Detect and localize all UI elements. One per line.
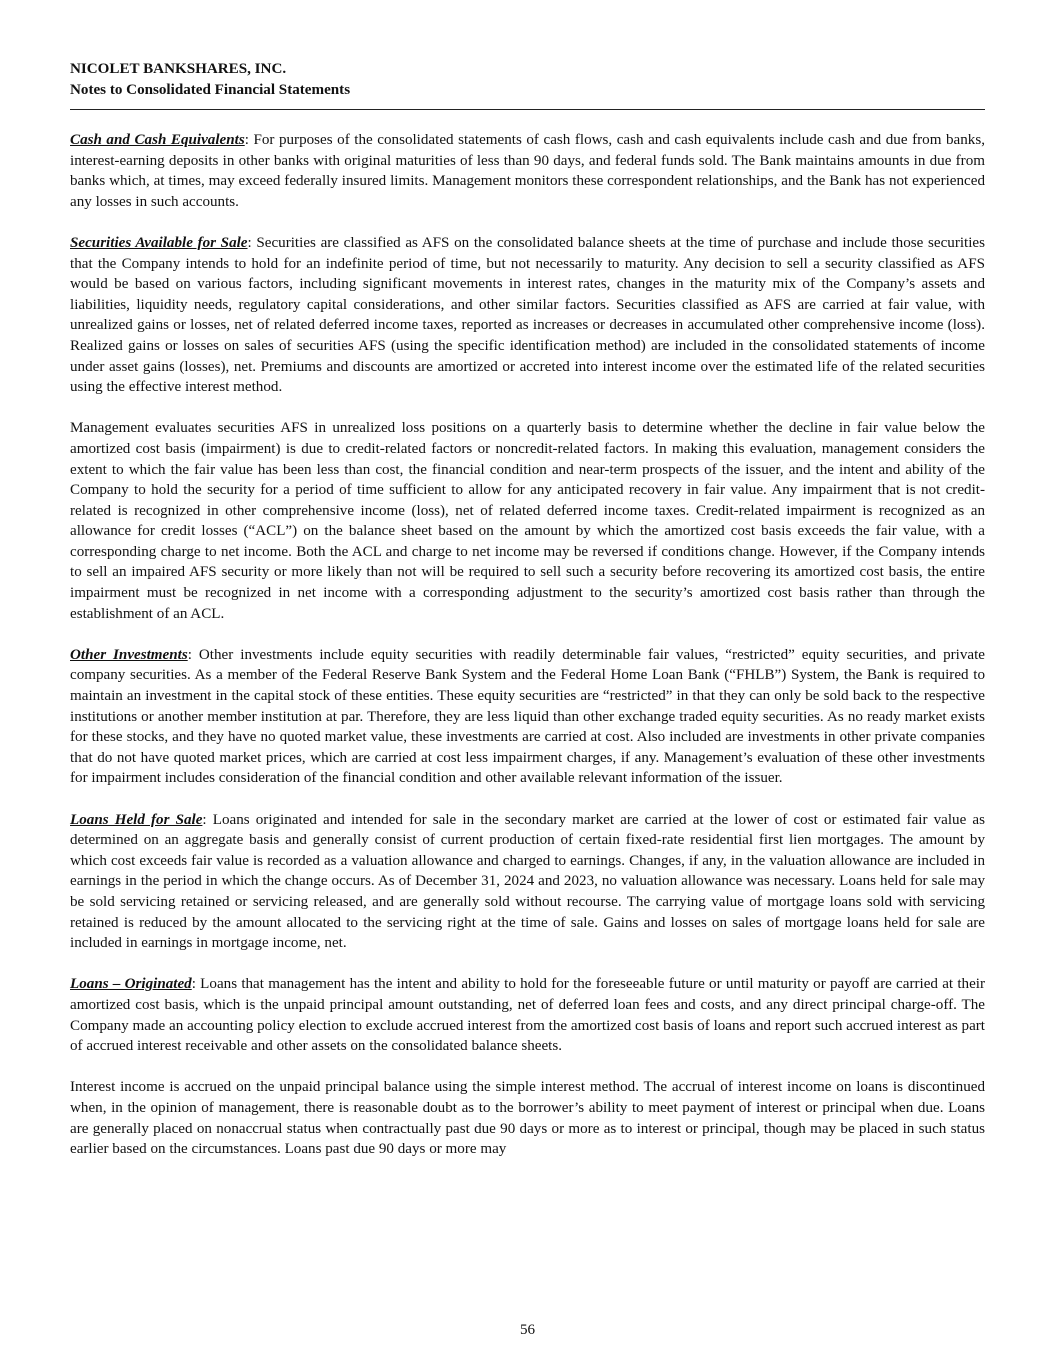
section-body-other-investments: : Other investments include equity securities with readily determinable fair values, “restricted” equity securities, and private company securities. As a member of the Federal Reserve Bank System and the Federal Home Loan Bank (“FHLB”) System, the Bank is required to maintain an investment in the capital stock of these entities. These equity securities are “restricted” in that they can only be sold back to the respective institutions or another member institution at par. Therefore, they are less liquid than other exchange traded equity securities. As no ready market exists for these stocks, and they have no quoted market value, these investments are carried at cost. Also included are investments in other private companies that do not have quoted market prices, which are carried at cost less impairment charges, if any. Management’s evaluation of these other investments for impairment includes consideration of the financial condition and other available relevant information of the issuer. (70, 646, 985, 787)
section-body-afs: : Securities are classified as AFS on the consolidated balance sheets at the time of purchase and include those securities that the Company intends to hold for an indefinite period of time, but not necessarily to maturity. Any decision to sell a security classified as AFS would be based on various factors, including significant movements in interest rates, changes in the maturity mix of the Company’s assets and liabilities, liquidity needs, regulatory capital considerations, and other similar factors. Securities classified as AFS are carried at fair value, with unrealized gains or losses, net of related deferred income taxes, reported as increases or decreases in accumulated other comprehensive income (loss). Realized gains or losses on sales of securities AFS (using the specific identification method) are included in the consolidated statements of income under asset gains (losses), net. Premiums and discounts are amortized or accreted into interest income over the estimated life of the related securities using the effective interest method. (70, 234, 985, 396)
header-divider (70, 109, 985, 110)
paragraph-cash-equivalents (70, 130, 985, 212)
paragraph-afs-impairment: Management evaluates securities AFS in unrealized loss positions on a quarterly basis to determine whether the decline in fair value below the amortized cost basis (impairment) is due to credit-related factors or noncredit-related factors. In making this evaluation, management considers the extent to which the fair value has been less than cost, the financial condition and near-term prospects of the issuer, and the intent and ability of the Company to hold the security for a period of time sufficient to allow for any anticipated recovery in fair value. Any impairment that is not credit-related is recognized in other comprehensive income (loss), net of related deferred income taxes. Credit-related impairment is recognized as an allowance for credit losses (“ACL”) on the balance sheet based on the amount by which the amortized cost basis exceeds the fair value, with a corresponding charge to net income. Both the ACL and charge to net income may be reversed if conditions change. However, if the Company intends to sell an impaired AFS security or more likely than not will be required to sell such a security before recovering its amortized cost basis, the entire impairment must be recognized in net income with a corresponding adjustment to the security’s amortized cost basis rather than through the establishment of an ACL. (70, 420, 985, 622)
section-title-loans-hfs: Loans Held for Sale (70, 811, 203, 828)
paragraph-securities-afs (70, 233, 985, 398)
document-subtitle: Notes to Consolidated Financial Statements (70, 81, 351, 98)
paragraph-interest-income: Interest income is accrued on the unpaid principal balance using the simple interest method. The accrual of interest income on loans is discontinued when, in the opinion of management, there is reasonable doubt as to the borrower’s ability to meet payment of interest or principal when due. Loans are generally placed on nonaccrual status when contractually past due 90 days or more as to interest or principal, though may be placed in such status earlier based on the circumstances. Loans past due 90 days or more may (70, 1079, 985, 1158)
section-title-afs: Securities Available for Sale (70, 234, 248, 251)
section-body-cash: : For purposes of the consolidated statements of cash flows, cash and cash equivalents include cash and due from banks, interest-earning deposits in other banks with original maturities of less than 90 days, and federal funds sold. The Bank maintains amounts in due from banks which, at times, may exceed federally insured limits. Management monitors these correspondent relationships, and the Bank has not experienced any losses in such accounts. (70, 132, 985, 210)
paragraph-loans-held-for-sale (70, 810, 985, 954)
company-name: NICOLET BANKSHARES, INC. (70, 61, 287, 77)
section-body-loans-originated: : Loans that management has the intent and ability to hold for the foreseeable future or until maturity or payoff are carried at their amortized cost basis, which is the unpaid principal amount outstanding, net of deferred loan fees and costs, and any direct principal charge-off. The Company made an accounting policy election to exclude accrued interest from the amortized cost basis of loans and report such accrued interest as part of accrued interest receivable and other assets on the consolidated balance sheets. (70, 976, 985, 1055)
section-title-other-investments: Other Investments (70, 646, 188, 663)
paragraph-loans-originated (70, 974, 985, 1056)
section-body-loans-hfs: : Loans originated and intended for sale in the secondary market are carried at the lower of cost or estimated fair value as determined on an aggregate basis and generally consist of current production of certain fixed-rate residential first lien mortgages. The amount by which cost exceeds fair value is recorded as a valuation allowance and charged to earnings. Changes, if any, in the valuation allowance are included in earnings in the period in which the change occurs. As of December 31, 2024 and 2023, no valuation allowance was necessary. Loans held for sale may be sold servicing retained or servicing released, and are generally sold without recourse. The carrying value of mortgage loans sold with servicing retained is reduced by the amount allocated to the servicing right at the time of sale. Gains and losses on sales of mortgage loans held for sale are included in earnings in mortgage income, net. (70, 811, 985, 952)
section-title-loans-originated: Loans – Originated (70, 976, 192, 993)
page-number: 56 (519, 1322, 536, 1338)
document-page (70, 59, 985, 1160)
paragraph-other-investments (70, 645, 985, 789)
section-title-cash: Cash and Cash Equivalents (70, 132, 245, 148)
